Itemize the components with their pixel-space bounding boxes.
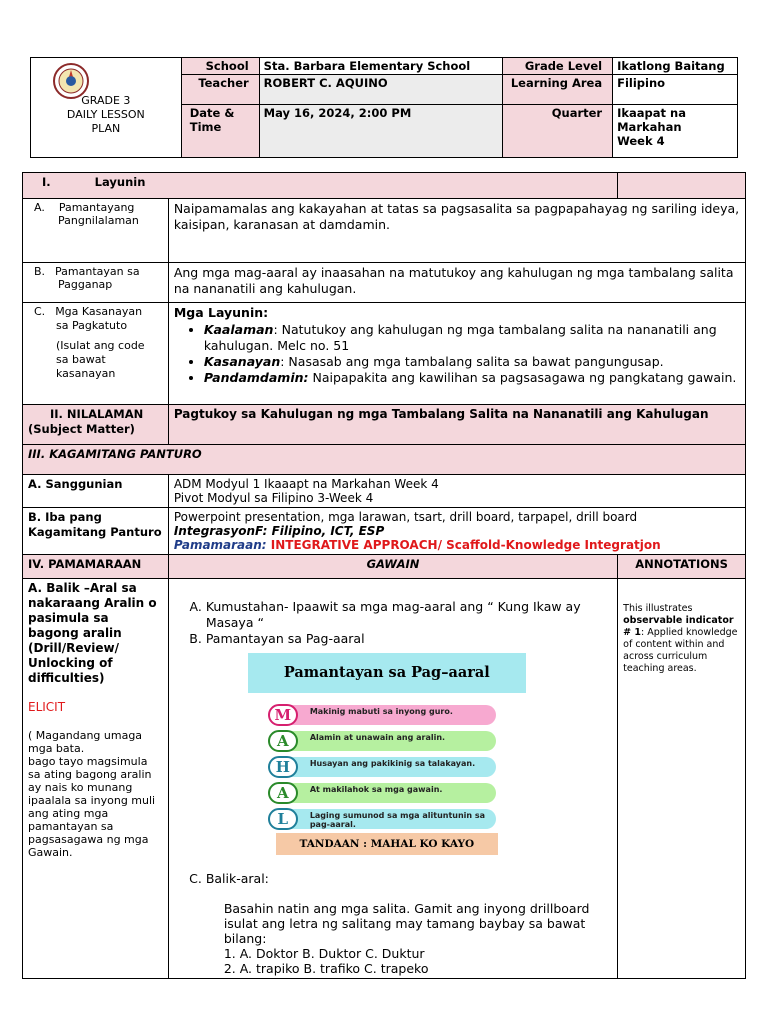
- grade-level-label: Grade Level: [503, 58, 613, 75]
- annotation-intro: This illustrates: [623, 603, 693, 614]
- grade-line-2: DAILY LESSON: [66, 107, 145, 121]
- sanggunian-line2: Pivot Modyul sa Filipino 3-Week 4: [173, 491, 374, 505]
- basahin-text: Basahin natin ang mga salita. Gamit ang inyong drillboard isulat ang letra ng salitang may tamang baybay sa bawat bilang:: [223, 901, 590, 946]
- annotation-indicator: observable indicator # 1: [623, 615, 734, 638]
- poster-row-text: Alamin at unawain ang aralin.: [309, 733, 446, 742]
- pamamaraan-col1: IV. PAMAMARAAN: [23, 555, 169, 579]
- sanggunian-line1: ADM Modyul 1 Ikaaapt na Markahan Week 4: [173, 477, 439, 491]
- poster-row: [270, 731, 496, 751]
- annotation-text: : Applied knowledge of content within and across curriculum teaching areas.: [623, 627, 738, 674]
- gawain-list-c: [174, 871, 612, 887]
- balik-aral-label-cell: [23, 579, 169, 979]
- poster-letter: H: [268, 756, 298, 778]
- lesson-table: [22, 172, 746, 979]
- objective-kasanayan: • Kasanayan: Nasasab ang mga tambalang salita sa bawat pangungusap.: [204, 354, 740, 370]
- learning-area-label: Learning Area: [503, 75, 613, 105]
- pamamaraan-col3: ANNOTATIONS: [618, 555, 746, 579]
- grade-line-3: PLAN: [91, 121, 121, 135]
- iba-pang-text: [168, 508, 745, 555]
- pamantayan-poster: [248, 653, 526, 865]
- quarter-line1: Ikaapat na: [617, 106, 686, 120]
- date-value: May 16, 2024, 2:00 PM: [259, 105, 503, 158]
- quarter-label: Quarter: [503, 105, 613, 158]
- layunin-b-row: [23, 263, 746, 303]
- objective-kaalaman: • Kaalaman: Natutukoy ang kahulugan ng mga tambalang salita na nananatili ang kahulugan. Melc no. 51: [204, 322, 740, 354]
- poster-letter: A: [268, 782, 298, 804]
- poster-letter: L: [268, 808, 298, 830]
- nilalaman-text: Pagtukoy sa Kahulugan ng mga Tambalang Salita na Nananatili ang Kahulugan: [168, 405, 745, 445]
- materials-line: Powerpoint presentation, mga larawan, tsart, drill board, tarpapel, drill board: [173, 510, 638, 524]
- question-2: 2. A. trapiko B. trafiko C. trapeko: [223, 961, 429, 976]
- layunin-header-row: [23, 173, 746, 199]
- teacher-label: Teacher: [181, 75, 259, 105]
- quarter-line3: Week 4: [617, 134, 665, 148]
- kagamitan-header-row: [23, 445, 746, 475]
- sanggunian-row: [23, 475, 746, 508]
- layunin-title: I. Layunin: [23, 173, 618, 199]
- elicit-label: ELICIT: [28, 700, 66, 714]
- quarter-value: [613, 105, 738, 158]
- question-1: 1. A. Doktor B. Duktor C. Duktur: [223, 946, 425, 961]
- layunin-c-row: [23, 303, 746, 405]
- objective-pandamdamin: • Pandamdamin: Naipapakita ang kawilihan sa pagsasagawa ng pangkatang gawain.: [204, 370, 740, 386]
- learning-area-value: Filipino: [613, 75, 738, 105]
- pamamaraan-header-row: [23, 555, 746, 579]
- pamamaraan-col2: GAWAIN: [168, 555, 617, 579]
- iba-pang-label: B. Iba pang Kagamitang Panturo: [23, 508, 169, 555]
- layunin-b-label: B. Pamantayan sa Pagganap: [23, 263, 169, 303]
- objectives-heading: Mga Layunin:: [173, 305, 269, 320]
- grade-line-1: GRADE 3: [81, 93, 131, 107]
- poster-row-text: Makinig mabuti sa inyong guro.: [309, 707, 453, 716]
- poster-title: Pamantayan sa Pag–aaral: [248, 653, 526, 693]
- layunin-c-objectives: [168, 303, 745, 405]
- sanggunian-text: [168, 475, 745, 508]
- balik-aral-row: [23, 579, 746, 979]
- objectives-list: [174, 322, 740, 386]
- gawain-list-ab: [174, 599, 612, 647]
- gawain-item-b: B. Pamantayan sa Pag-aaral: [206, 631, 612, 647]
- nilalaman-label: II. NILALAMAN (Subject Matter): [23, 405, 169, 445]
- layunin-a-label: A. Pamantayang Pangnilalaman: [23, 199, 169, 263]
- poster-row-text: Laging sumunod sa mga alituntunin sa pag-aaral.: [309, 811, 486, 829]
- poster-letter: A: [268, 730, 298, 752]
- quarter-line2: Markahan: [617, 120, 682, 134]
- elicit-note: ( Magandang umaga mga bata. bago tayo magsimula sa ating bagong aralin ay nais ko munang ipaalala sa inyong muli ang ating mga pamantayan sa pagsasagawa ng mga Gawain.: [28, 729, 156, 859]
- grade-box: [31, 58, 182, 158]
- gawain-cell: [168, 579, 617, 979]
- gawain-item-a: A. Kumustahan- Ipaawit sa mga mag-aaral ang “ Kung Ikaw ay Masaya “: [206, 599, 612, 631]
- poster-row: [270, 705, 496, 725]
- gawain-item-c: C. Balik-aral:: [206, 871, 612, 887]
- poster-row: [270, 809, 496, 829]
- header-table: [30, 57, 738, 158]
- poster-row-text: At makilahok sa mga gawain.: [309, 785, 443, 794]
- annotation-cell: [618, 579, 746, 979]
- school-label: School: [181, 58, 259, 75]
- poster-row: [270, 757, 496, 777]
- poster-letter: M: [268, 704, 298, 726]
- layunin-b-text: Ang mga mag-aaral ay inaasahan na matutukoy ang kahulugan ng mga tambalang salita na nananatili ang kahulugan.: [168, 263, 745, 303]
- date-label-line1: Date &: [189, 106, 235, 120]
- layunin-a-row: [23, 199, 746, 263]
- grade-level-value: Ikatlong Baitang: [613, 58, 738, 75]
- kagamitan-title: III. KAGAMITANG PANTURO: [23, 445, 746, 475]
- balik-aral-label: A. Balik –Aral sa nakaraang Aralin o pasimula sa bagong aralin (Drill/Review/ Unlocking of difficulties): [28, 581, 157, 685]
- teacher-value: ROBERT C. AQUINO: [259, 75, 503, 105]
- integrasyon-line: IntegrasyonF: Filipino, ICT, ESP: [173, 524, 385, 538]
- date-label: [181, 105, 259, 158]
- sanggunian-label: A. Sanggunian: [23, 475, 169, 508]
- pamamaraan-line: Pamamaraan: INTEGRATIVE APPROACH/ Scaffold-Knowledge Integratjon: [173, 538, 661, 552]
- date-label-line2: Time: [189, 120, 222, 134]
- iba-pang-row: [23, 508, 746, 555]
- poster-bottom-banner: TANDAAN : MAHAL KO KAYO: [276, 833, 498, 855]
- layunin-a-text: Naipamamalas ang kakayahan at tatas sa pagsasalita sa pagpapahayag ng sariling ideya, kaisipan, karanasan at damdamin.: [168, 199, 745, 263]
- poster-row: [270, 783, 496, 803]
- layunin-c-label: C. Mga Kasanayan sa Pagkatuto (Isulat ang code sa bawat kasanayan: [23, 303, 169, 405]
- school-value: Sta. Barbara Elementary School: [259, 58, 503, 75]
- balik-aral-content: [174, 901, 612, 976]
- poster-row-text: Husayan ang pakikinig sa talakayan.: [309, 759, 476, 768]
- nilalaman-row: [23, 405, 746, 445]
